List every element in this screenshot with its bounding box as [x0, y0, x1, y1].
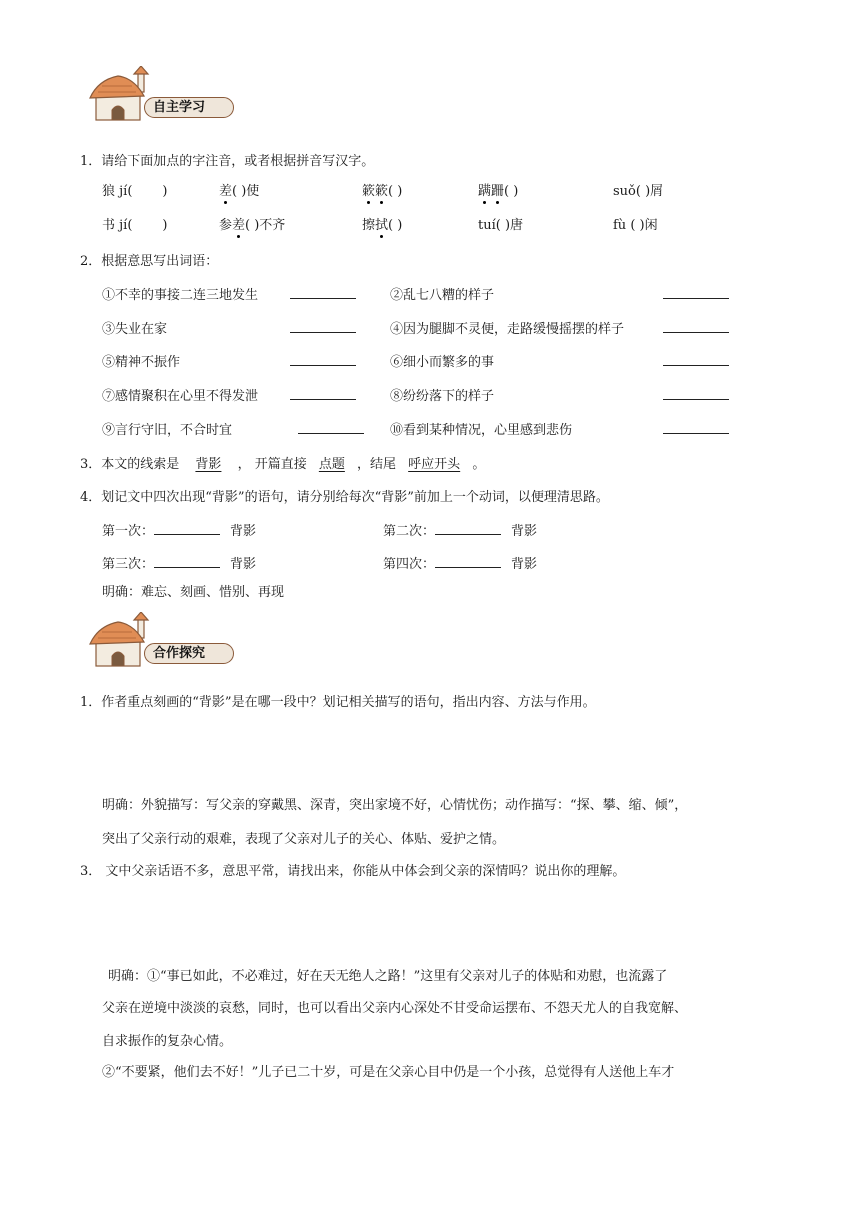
- question-2-prompt: 2．根据意思写出词语：: [80, 254, 219, 269]
- answer-blank[interactable]: [663, 284, 729, 299]
- inquiry-3-prompt: 3． 文中父亲话语不多，意思平常，请找出来，你能从中体会到父亲的深情吗？说出你的理解。: [80, 864, 626, 879]
- inquiry-1-answer-line: 突出了父亲行动的艰难，表现了父亲对儿子的关心、体贴、爱护之情。: [102, 832, 506, 847]
- answer-blank[interactable]: [154, 520, 220, 535]
- pinyin-item-7: 参差( )不齐: [219, 214, 285, 233]
- pinyin-item-6: 书 jí( ): [102, 218, 168, 233]
- definition-item: ⑩看到某种情况，心里感到悲伤: [390, 423, 573, 438]
- pinyin-item-1: 狼 jí( ): [102, 184, 168, 199]
- inquiry-3-answer-line: 自求振作的复杂心情。: [102, 1034, 233, 1049]
- pinyin-item-8: 擦拭( ): [362, 214, 402, 233]
- answer-blank[interactable]: [290, 318, 356, 333]
- inquiry-1-prompt: 1．作者重点刻画的“背影”是在哪一段中？划记相关描写的语句，指出内容、方法与作用。: [80, 695, 596, 710]
- pinyin-item-10: fù ( )闲: [613, 218, 658, 233]
- answer-blank[interactable]: [435, 553, 501, 568]
- section-badge-self-study: [88, 66, 238, 122]
- answer-ending: 呼应开头: [408, 457, 461, 472]
- inquiry-1-answer-line: 明确：外貌描写：写父亲的穿戴黑、深青，突出家境不好，心情忧伤；动作描写：“探、攀、缩、倾”，: [102, 798, 688, 813]
- first-occurrence: 第一次： 背影: [102, 520, 256, 539]
- definition-item: ⑨言行守旧，不合时宜: [102, 423, 233, 438]
- pinyin-item-2: 差( )使: [219, 180, 259, 199]
- pinyin-item-5: suǒ( )屑: [613, 184, 664, 199]
- answer-blank[interactable]: [663, 351, 729, 366]
- definition-item: ⑥细小而繁多的事: [390, 355, 495, 370]
- definition-item: ④因为腿脚不灵便，走路缓慢摇摆的样子: [390, 322, 625, 337]
- second-occurrence: 第二次： 背影: [383, 520, 537, 539]
- answer-blank[interactable]: [663, 419, 729, 434]
- answer-blank[interactable]: [290, 284, 356, 299]
- question-4-answer: 明确：难忘、刻画、惜别、再现: [102, 585, 285, 600]
- definition-item: ⑦感情聚积在心里不得发泄: [102, 389, 259, 404]
- question-1-prompt: 1．请给下面加点的字注音，或者根据拼音写汉字。: [80, 154, 375, 169]
- definition-item: ⑧纷纷落下的样子: [390, 389, 495, 404]
- pinyin-item-9: tuí( )唐: [478, 218, 524, 233]
- definition-item: ⑤精神不振作: [102, 355, 181, 370]
- inquiry-3-answer-line: 明确：①“事已如此，不必难过，好在天无绝人之路！”这里有父亲对儿子的体贴和劝慰，也流露了: [108, 969, 668, 984]
- question-3: 3．本文的线索是 背影 ， 开篇直接 点题 ，结尾 呼应开头 。: [80, 453, 485, 472]
- answer-blank[interactable]: [290, 351, 356, 366]
- section-title: 自主学习: [144, 97, 234, 118]
- answer-blank[interactable]: [663, 385, 729, 400]
- third-occurrence: 第三次： 背影: [102, 553, 256, 572]
- inquiry-3-answer-line: 父亲在逆境中淡淡的哀愁，同时，也可以看出父亲内心深处不甘受命运摆布、不怨天尤人的自我宽解、: [102, 1001, 688, 1016]
- answer-blank[interactable]: [435, 520, 501, 535]
- answer-clue: 背影: [195, 457, 222, 472]
- inquiry-3-answer-line: ②“不要紧，他们去不好！”儿子已二十岁，可是在父亲心目中仍是一个小孩，总觉得有人送他上车才: [102, 1065, 675, 1080]
- section-title: 合作探究: [144, 643, 234, 664]
- pinyin-item-3: 簌簌( ): [362, 180, 402, 199]
- definition-item: ②乱七八糟的样子: [390, 288, 495, 303]
- definition-item: ③失业在家: [102, 322, 168, 337]
- pinyin-item-4: 蹒跚( ): [478, 180, 518, 199]
- answer-blank[interactable]: [154, 553, 220, 568]
- question-4-prompt: 4．划记文中四次出现“背影”的语句，请分别给每次“背影”前加上一个动词，以便理清思路。: [80, 490, 609, 505]
- answer-blank[interactable]: [290, 385, 356, 400]
- answer-blank[interactable]: [298, 419, 364, 434]
- definition-item: ①不幸的事接二连三地发生: [102, 288, 259, 303]
- answer-blank[interactable]: [663, 318, 729, 333]
- fourth-occurrence: 第四次： 背影: [383, 553, 537, 572]
- section-badge-cooperative-inquiry: [88, 612, 238, 668]
- answer-opening: 点题: [318, 457, 345, 472]
